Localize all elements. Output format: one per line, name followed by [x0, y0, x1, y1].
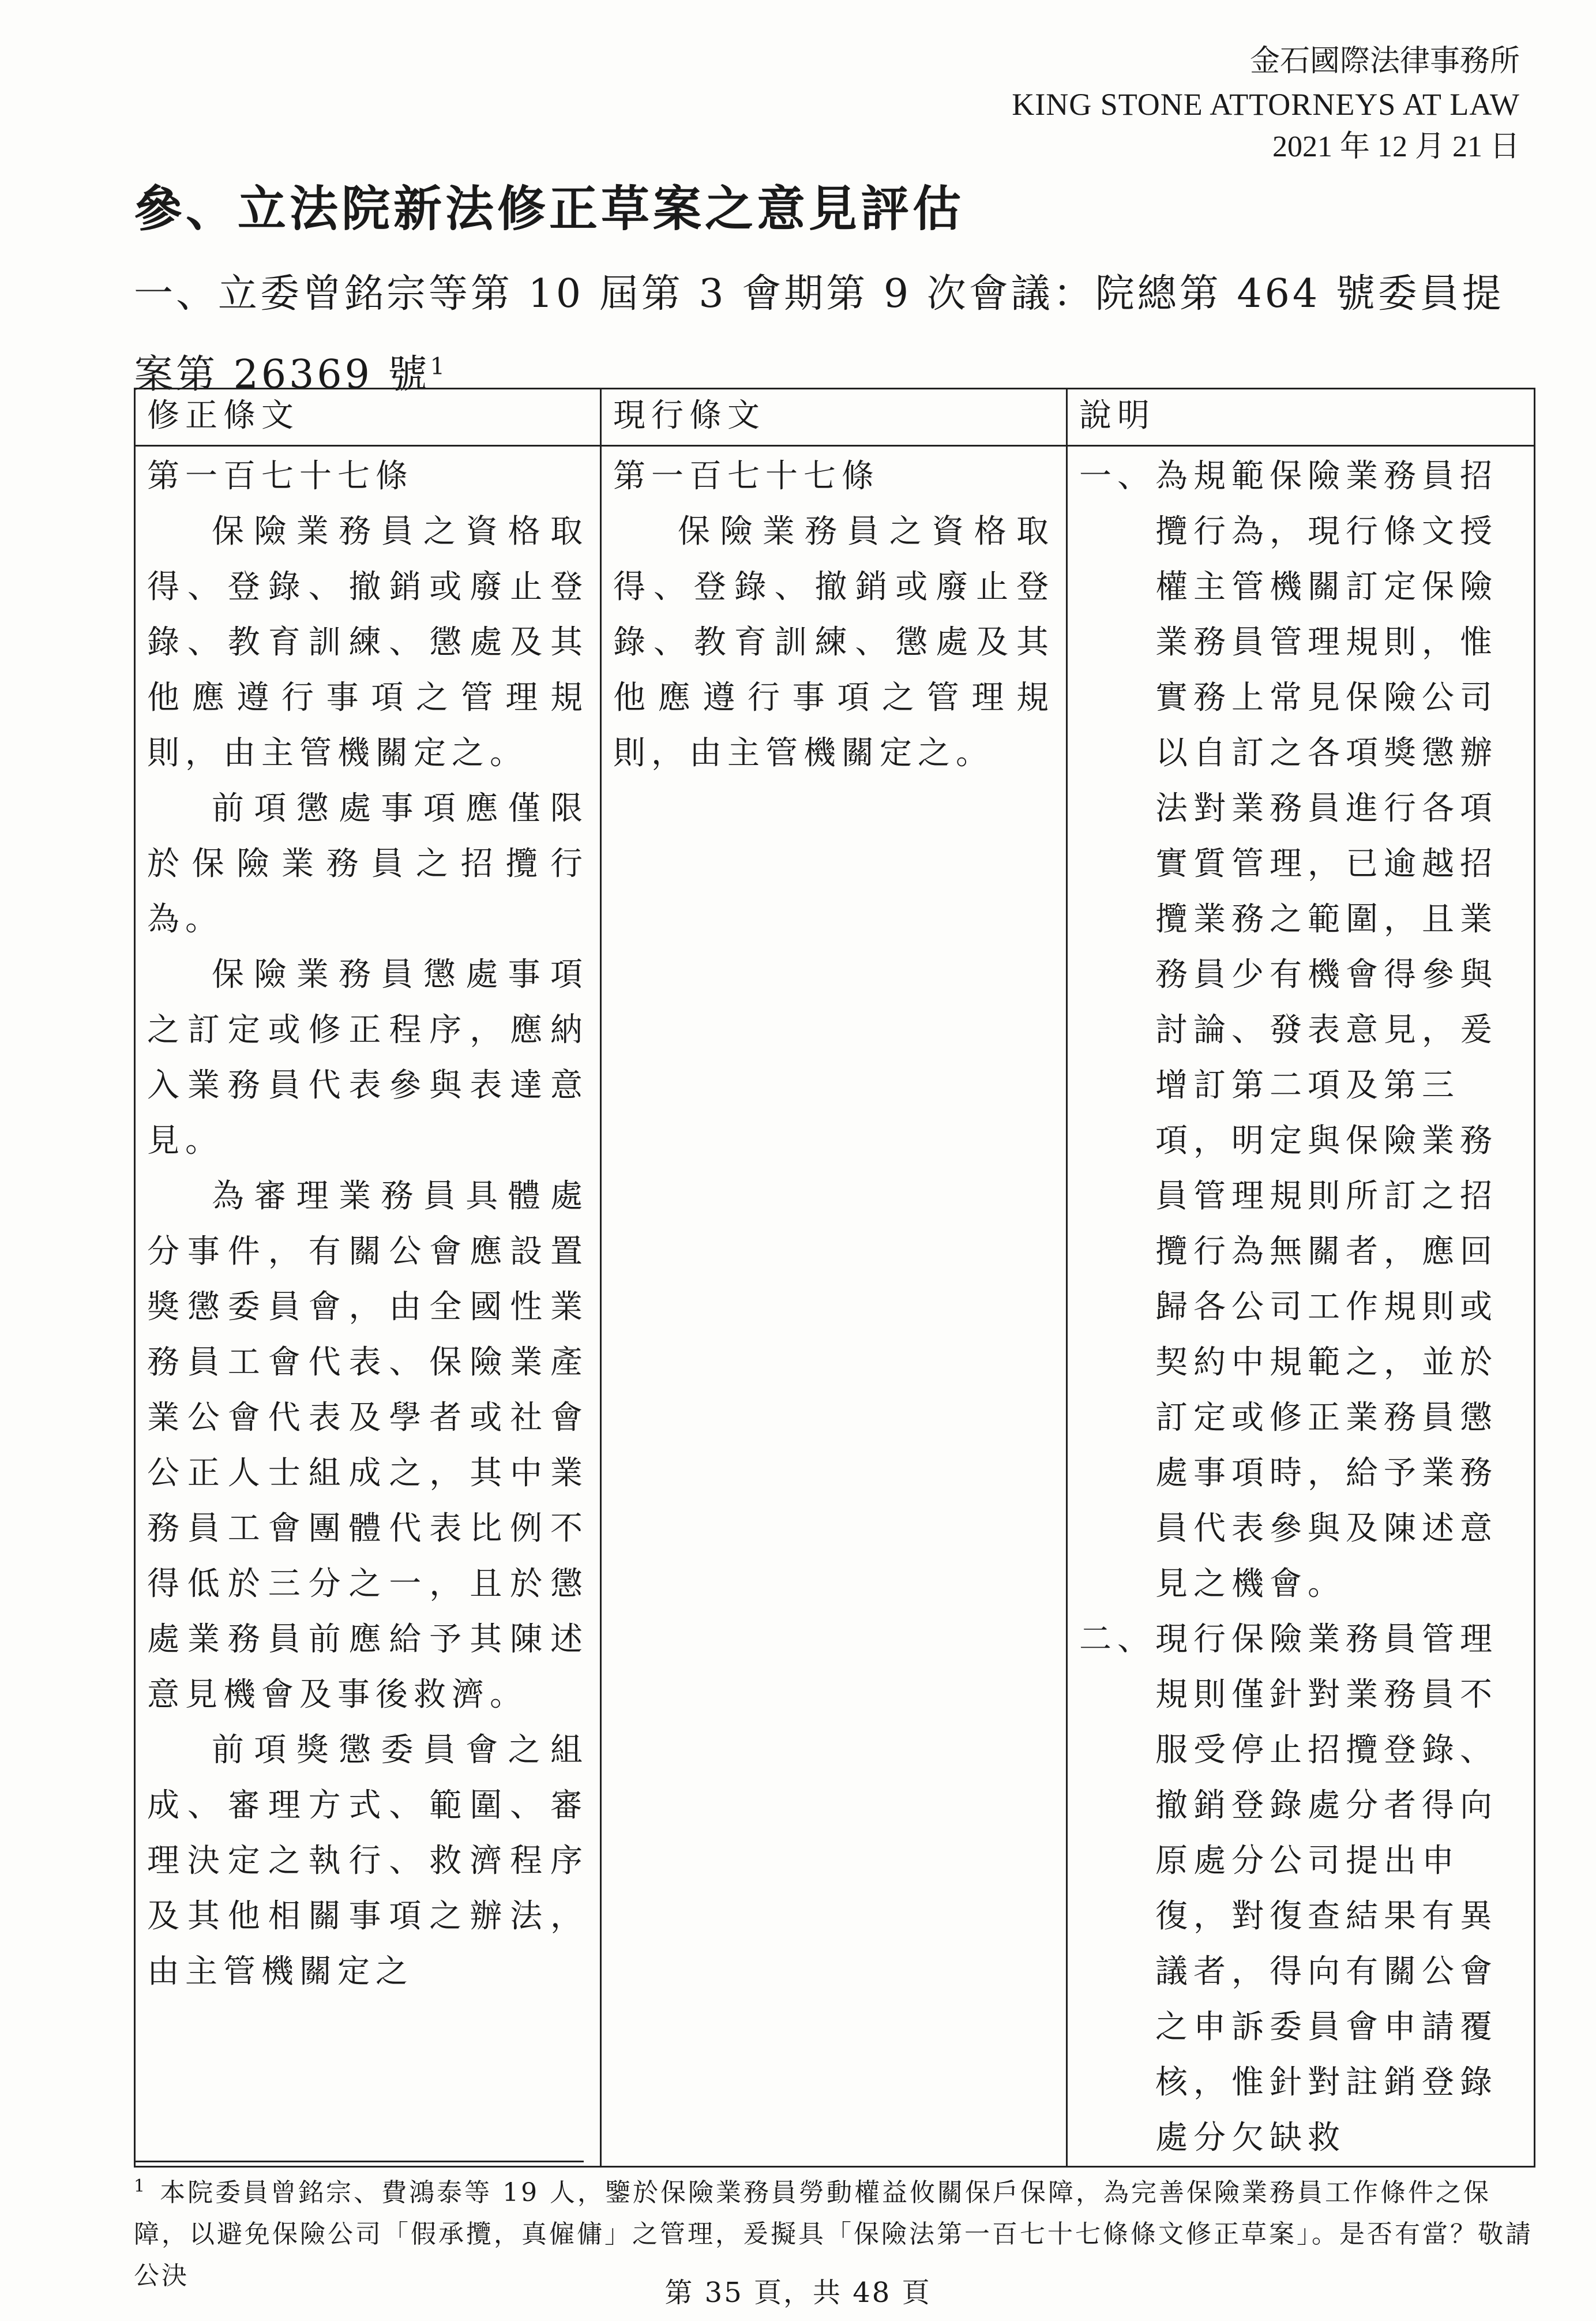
footnote-divider — [134, 2161, 584, 2162]
amended-paragraph: 前項獎懲委員會之組成、審理方式、範圍、審理決定之執行、救濟程序及其他相關事項之辦法，由主管機關定之 — [147, 1731, 588, 1990]
document-date: 2021 年 12 月 21 日 — [1272, 130, 1520, 163]
amended-article-title: 第一百七十七條 — [147, 458, 414, 495]
subtitle-text: 一、立委曾銘宗等第 10 屆第 3 會期第 9 次會議：院總第 464 號委員提案第 26369 號 — [134, 271, 1504, 398]
firm-name-en: KING STONE ATTORNEYS AT LAW — [1012, 87, 1520, 122]
footnote-number: 1 — [134, 2176, 148, 2197]
explanation-text: 為規範保險業務員招攬行為，現行條文授權主管機關訂定保險業務員管理規則，惟實務上常見保險公司以自訂之各項獎懲辦法對業務員進行各項實質管理，已逾越招攬業務之範圍，且業務員少有機會得參與討論、發表意見，爰增訂第二項及第三項，明定與保險業務員管理規則所訂之招攬行為無關者，應回歸各公司工作規則或契約中規範之，並於訂定或修正業務員懲處事項時，給予業務員代表參與及陳述意見之機會。 — [1155, 458, 1498, 1603]
amended-cell — [135, 446, 601, 2167]
table-row — [135, 446, 1535, 2167]
explanation-number: 一、 — [1079, 458, 1155, 495]
explanation-cell — [1067, 446, 1535, 2167]
current-cell — [601, 446, 1067, 2167]
page-number: 第 35 頁，共 48 頁 — [664, 2277, 932, 2309]
amended-paragraph: 保險業務員之資格取得、登錄、撤銷或廢止登錄、教育訓練、懲處及其他應遵行事項之管理規則，由主管機關定之。 — [147, 513, 588, 772]
header-current: 現行條文 — [601, 389, 1067, 446]
comparison-table — [134, 388, 1535, 2168]
explanation-item — [1079, 449, 1522, 1612]
footnote-ref: 1 — [430, 353, 448, 380]
explanation-text: 現行保險業務員管理規則僅針對業務員不服受停止招攬登錄、撤銷登錄處分者得向原處分公司提出申復，對復查結果有異議者，得向有關公會之申訴委員會申請覆核，惟針對註銷登錄處分欠缺救 — [1155, 1621, 1498, 2157]
current-paragraph: 保險業務員之資格取得、登錄、撤銷或廢止登錄、教育訓練、懲處及其他應遵行事項之管理規則，由主管機關定之。 — [613, 513, 1054, 772]
amended-paragraph: 保險業務員懲處事項之訂定或修正程序，應納入業務員代表參與表達意見。 — [147, 956, 588, 1160]
header-amended: 修正條文 — [135, 389, 601, 446]
header-explanation: 說明 — [1067, 389, 1535, 446]
amended-paragraph: 為審理業務員具體處分事件，有關公會應設置獎懲委員會，由全國性業務員工會代表、保險業產業公會代表及學者或社會公正人士組成之，其中業務員工會團體代表比例不得低於三分之一，且於懲處業務員前應給予其陳述意見機會及事後救濟。 — [147, 1178, 588, 1713]
current-article-title: 第一百七十七條 — [613, 458, 880, 495]
amended-paragraph: 前項懲處事項應僅限於保險業務員之招攬行為。 — [147, 790, 588, 938]
firm-name-zh: 金石國際法律事務所 — [1249, 45, 1520, 78]
section-title: 參、立法院新法修正草案之意見評估 — [134, 181, 965, 237]
firm-header — [1012, 40, 1520, 168]
footnote-text: 本院委員曾銘宗、費鴻泰等 19 人，鑒於保險業務員勞動權益攸關保戶保障，為完善保險業務員工作條件之保障，以避免保險公司「假承攬，真僱傭」之管理，爰擬具「保險法第一百七十七條條文修正草案」。是否有當？敬請公決 — [134, 2178, 1533, 2290]
explanation-number: 二、 — [1079, 1621, 1155, 1658]
explanation-item — [1079, 1612, 1522, 2166]
table-header-row — [135, 389, 1535, 446]
